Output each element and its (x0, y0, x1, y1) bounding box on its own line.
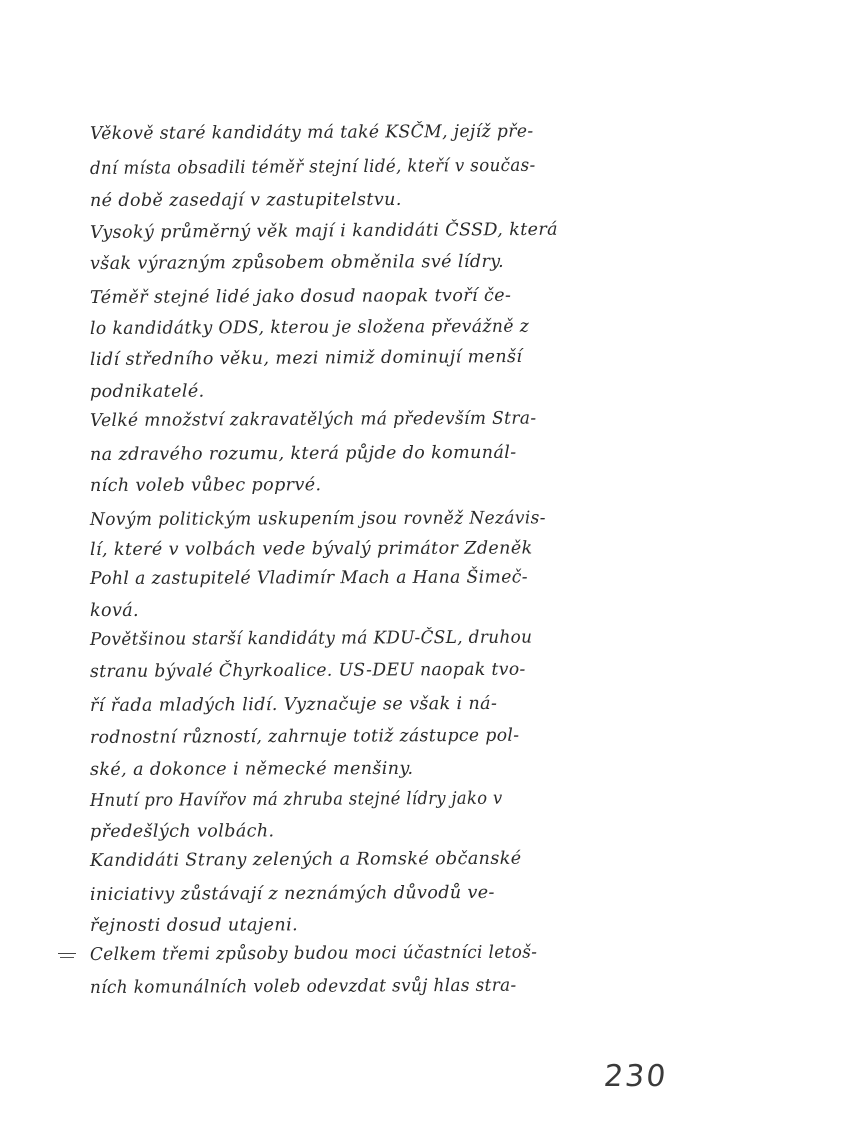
text-line: lo kandidátky ODS, kterou je složena převážně z (89, 316, 530, 339)
page-number: 230 (602, 1059, 670, 1094)
text-line: Hnutí pro Havířov má zhruba stejné lídry jako v (89, 788, 503, 811)
text-line: ková. (90, 601, 140, 621)
margin-dash-mark (58, 953, 76, 954)
text-line: však výrazným způsobem obměnila své lídry. (89, 251, 505, 274)
text-line: Celkem třemi způsoby budou moci účastníci letoš- (89, 942, 538, 965)
text-line: Kandidáti Strany zelených a Romské občanské (89, 848, 522, 871)
text-line: stranu bývalé Čhyrkoalice. US-DEU naopak tvo- (89, 659, 526, 682)
text-line: dní místa obsadili téměř stejní lidé, kteří v součas- (89, 155, 536, 179)
text-line: Téměř stejné lidé jako dosud naopak tvoří če- (89, 285, 512, 308)
text-line: Věkově staré kandidáty má také KSČM, jejíž pře- (89, 121, 534, 144)
text-line: ních komunálních voleb odevzdat svůj hlas stra- (89, 975, 517, 998)
text-line: Vysoký průměrný věk mají i kandidáti ČSSD, která (89, 219, 559, 243)
text-line: lidí středního věku, mezi nimiž dominují menší (89, 346, 523, 370)
text-line: ské, a dokonce i německé menšiny. (89, 758, 414, 780)
text-line: ří řada mladých lidí. Vyznačuje se však i ná- (89, 693, 498, 716)
text-line: rodnostní růzností, zahrnuje totiž zástupce pol- (89, 725, 520, 748)
text-line: Pohl a zastupitelé Vladimír Mach a Hana Šimeč- (89, 567, 528, 589)
text-line: Velké množství zakravatělých má především Stra- (89, 408, 537, 431)
text-line: Novým politickým uskupením jsou rovněž Nezávis- (89, 508, 546, 530)
text-line: na zdravého rozumu, která půjde do komunál- (89, 442, 517, 465)
text-line: né době zasedají v zastupitelstvu. (89, 189, 402, 211)
text-line: ních voleb vůbec poprvé. (89, 475, 322, 496)
text-line: řejnosti dosud utajeni. (89, 915, 299, 936)
text-line: iniciativy zůstávají z neznámých důvodů ve- (89, 882, 495, 905)
text-line: Povětšinou starší kandidáty má KDU-ČSL, druhou (89, 627, 533, 650)
text-line: lí, které v volbách vede bývalý primátor Zdeněk (89, 538, 533, 560)
text-line: předešlých volbách. (89, 821, 275, 842)
text-line: podnikatelé. (89, 381, 205, 402)
